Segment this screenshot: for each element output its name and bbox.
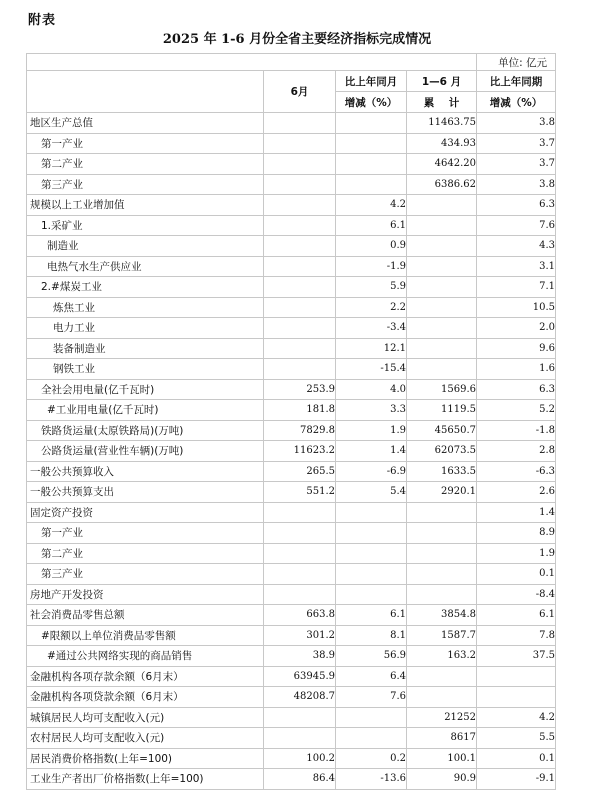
ytd-yoy-change: 2.0 [477, 318, 556, 339]
ytd-value [407, 338, 477, 359]
ytd-value: 6386.62 [407, 174, 477, 195]
month-yoy-change: 2.2 [336, 297, 407, 318]
month-value [264, 195, 336, 216]
table-row [27, 113, 556, 134]
indicator-name: 第三产业 [27, 564, 264, 585]
table-row [27, 523, 556, 544]
month-value [264, 236, 336, 257]
ytd-yoy-change: 3.7 [477, 133, 556, 154]
indicator-name: 金融机构各项贷款余额（6月末） [27, 687, 264, 708]
table-row [27, 543, 556, 564]
ytd-value: 434.93 [407, 133, 477, 154]
table-row [27, 236, 556, 257]
month-yoy-change [336, 133, 407, 154]
table-row [27, 707, 556, 728]
ytd-yoy-change: 3.8 [477, 174, 556, 195]
month-yoy-change: 1.4 [336, 441, 407, 462]
table-row [27, 605, 556, 626]
month-yoy-change: 5.4 [336, 482, 407, 503]
indicator-name: 第二产业 [27, 154, 264, 175]
ytd-value [407, 256, 477, 277]
month-value [264, 523, 336, 544]
table-row [27, 174, 556, 195]
indicator-name: #工业用电量(亿千瓦时) [27, 400, 264, 421]
indicator-name: 全社会用电量(亿千瓦时) [27, 379, 264, 400]
ytd-yoy-change: 6.3 [477, 195, 556, 216]
month-yoy-change [336, 707, 407, 728]
ytd-value: 1569.6 [407, 379, 477, 400]
month-value [264, 359, 336, 380]
ytd-yoy-change: 3.7 [477, 154, 556, 175]
table-row [27, 338, 556, 359]
month-yoy-change: -1.9 [336, 256, 407, 277]
ytd-yoy-change: 9.6 [477, 338, 556, 359]
ytd-yoy-change: 2.6 [477, 482, 556, 503]
header-ytd-line1: 1—6 月 [407, 71, 477, 92]
indicator-name: #限额以上单位消费品零售额 [27, 625, 264, 646]
month-yoy-change: 56.9 [336, 646, 407, 667]
ytd-value: 1633.5 [407, 461, 477, 482]
ytd-yoy-change: 7.1 [477, 277, 556, 298]
indicator-name: 第一产业 [27, 133, 264, 154]
month-value [264, 113, 336, 134]
table-row [27, 461, 556, 482]
indicator-name: 炼焦工业 [27, 297, 264, 318]
month-yoy-change: 1.9 [336, 420, 407, 441]
month-value: 181.8 [264, 400, 336, 421]
month-yoy-change [336, 543, 407, 564]
header-month: 6月 [264, 71, 336, 113]
month-yoy-change: 12.1 [336, 338, 407, 359]
month-value: 86.4 [264, 769, 336, 790]
indicator-name: 钢铁工业 [27, 359, 264, 380]
ytd-value [407, 687, 477, 708]
table-row [27, 666, 556, 687]
ytd-yoy-change: 10.5 [477, 297, 556, 318]
month-value: 63945.9 [264, 666, 336, 687]
ytd-value: 163.2 [407, 646, 477, 667]
ytd-value: 21252 [407, 707, 477, 728]
month-value [264, 707, 336, 728]
table-row [27, 584, 556, 605]
ytd-yoy-change: 5.2 [477, 400, 556, 421]
indicator-name: 规模以上工业增加值 [27, 195, 264, 216]
month-yoy-change: 7.6 [336, 687, 407, 708]
month-value [264, 133, 336, 154]
header-row-1 [27, 71, 556, 92]
ytd-value [407, 297, 477, 318]
ytd-value: 90.9 [407, 769, 477, 790]
ytd-value: 62073.5 [407, 441, 477, 462]
month-yoy-change: 0.2 [336, 748, 407, 769]
month-value [264, 318, 336, 339]
month-value: 253.9 [264, 379, 336, 400]
month-value [264, 543, 336, 564]
table-row [27, 379, 556, 400]
ytd-yoy-change: 37.5 [477, 646, 556, 667]
header-ytd-line2: 累 计 [407, 92, 477, 113]
indicator-name: 房地产开发投资 [27, 584, 264, 605]
ytd-yoy-change: 0.1 [477, 564, 556, 585]
ytd-value: 1587.7 [407, 625, 477, 646]
month-yoy-change: 4.2 [336, 195, 407, 216]
ytd-yoy-change: 7.6 [477, 215, 556, 236]
ytd-yoy-change: 6.3 [477, 379, 556, 400]
month-value: 551.2 [264, 482, 336, 503]
month-yoy-change: 6.1 [336, 215, 407, 236]
indicator-name: 金融机构各项存款余额（6月末） [27, 666, 264, 687]
ytd-value: 11463.75 [407, 113, 477, 134]
month-value: 7829.8 [264, 420, 336, 441]
indicator-name: 居民消费价格指数(上年=100) [27, 748, 264, 769]
ytd-yoy-change: 3.8 [477, 113, 556, 134]
ytd-yoy-change: 4.2 [477, 707, 556, 728]
indicator-name: 城镇居民人均可支配收入(元) [27, 707, 264, 728]
ytd-value [407, 195, 477, 216]
indicator-table [26, 53, 556, 790]
ytd-yoy-change: -8.4 [477, 584, 556, 605]
month-value [264, 277, 336, 298]
month-yoy-change [336, 174, 407, 195]
header-yoy-period-line2: 增减（%） [477, 92, 556, 113]
month-value [264, 728, 336, 749]
month-value [264, 256, 336, 277]
header-yoy-month-line2: 增减（%） [336, 92, 407, 113]
month-value [264, 502, 336, 523]
month-yoy-change [336, 584, 407, 605]
table-row [27, 769, 556, 790]
ytd-yoy-change: 6.1 [477, 605, 556, 626]
ytd-value [407, 584, 477, 605]
table-row [27, 646, 556, 667]
table-row [27, 441, 556, 462]
table-row [27, 256, 556, 277]
indicator-name: 农村居民人均可支配收入(元) [27, 728, 264, 749]
month-yoy-change: 6.1 [336, 605, 407, 626]
ytd-yoy-change: 4.3 [477, 236, 556, 257]
month-yoy-change [336, 154, 407, 175]
ytd-value [407, 502, 477, 523]
table-row [27, 359, 556, 380]
ytd-yoy-change [477, 687, 556, 708]
ytd-value: 45650.7 [407, 420, 477, 441]
ytd-value: 8617 [407, 728, 477, 749]
month-value [264, 174, 336, 195]
month-yoy-change [336, 728, 407, 749]
month-yoy-change [336, 502, 407, 523]
table-row [27, 318, 556, 339]
month-yoy-change: 5.9 [336, 277, 407, 298]
ytd-value [407, 215, 477, 236]
ytd-value [407, 564, 477, 585]
ytd-yoy-change: 1.4 [477, 502, 556, 523]
indicator-name: 1.采矿业 [27, 215, 264, 236]
ytd-yoy-change: 8.9 [477, 523, 556, 544]
ytd-yoy-change: 2.8 [477, 441, 556, 462]
ytd-yoy-change: 5.5 [477, 728, 556, 749]
ytd-value: 2920.1 [407, 482, 477, 503]
ytd-value: 3854.8 [407, 605, 477, 626]
ytd-value [407, 543, 477, 564]
indicator-name: 铁路货运量(太原铁路局)(万吨) [27, 420, 264, 441]
month-yoy-change: 8.1 [336, 625, 407, 646]
header-indicator-cell [27, 71, 264, 113]
table-row [27, 297, 556, 318]
indicator-name: 电力工业 [27, 318, 264, 339]
month-yoy-change: 4.0 [336, 379, 407, 400]
month-value [264, 154, 336, 175]
table-row [27, 195, 556, 216]
ytd-yoy-change: -6.3 [477, 461, 556, 482]
table-row [27, 482, 556, 503]
table-row [27, 420, 556, 441]
month-value [264, 338, 336, 359]
indicator-name: 社会消费品零售总额 [27, 605, 264, 626]
ytd-value [407, 666, 477, 687]
table-row [27, 133, 556, 154]
month-yoy-change: -3.4 [336, 318, 407, 339]
month-yoy-change: 0.9 [336, 236, 407, 257]
ytd-yoy-change: -9.1 [477, 769, 556, 790]
indicator-name: 第一产业 [27, 523, 264, 544]
table-row [27, 277, 556, 298]
month-value [264, 584, 336, 605]
ytd-yoy-change [477, 666, 556, 687]
unit-label: 单位: 亿元 [477, 54, 556, 71]
indicator-name: 2.#煤炭工业 [27, 277, 264, 298]
month-yoy-change: -6.9 [336, 461, 407, 482]
month-value: 38.9 [264, 646, 336, 667]
ytd-yoy-change: 3.1 [477, 256, 556, 277]
month-value [264, 297, 336, 318]
indicator-name: 公路货运量(营业性车辆)(万吨) [27, 441, 264, 462]
table-row [27, 502, 556, 523]
header-yoy-period-line1: 比上年同期 [477, 71, 556, 92]
header-yoy-month-line1: 比上年同月 [336, 71, 407, 92]
ytd-value: 4642.20 [407, 154, 477, 175]
indicator-name: 固定资产投资 [27, 502, 264, 523]
month-yoy-change: -13.6 [336, 769, 407, 790]
month-value: 301.2 [264, 625, 336, 646]
indicator-name: #通过公共网络实现的商品销售 [27, 646, 264, 667]
ytd-yoy-change: 1.9 [477, 543, 556, 564]
indicator-name: 一般公共预算收入 [27, 461, 264, 482]
table-row [27, 154, 556, 175]
table-row [27, 728, 556, 749]
indicator-name: 制造业 [27, 236, 264, 257]
ytd-yoy-change: 0.1 [477, 748, 556, 769]
month-yoy-change [336, 113, 407, 134]
month-value [264, 215, 336, 236]
ytd-value: 1119.5 [407, 400, 477, 421]
ytd-yoy-change: 7.8 [477, 625, 556, 646]
table-row [27, 687, 556, 708]
page-title: 2025 年 1-6 月份全省主要经济指标完成情况 [162, 32, 432, 47]
ytd-value [407, 277, 477, 298]
ytd-yoy-change: -1.8 [477, 420, 556, 441]
month-yoy-change [336, 564, 407, 585]
ytd-value: 100.1 [407, 748, 477, 769]
appendix-label: 附表 [28, 13, 57, 28]
month-value: 265.5 [264, 461, 336, 482]
indicator-name: 第三产业 [27, 174, 264, 195]
month-value [264, 564, 336, 585]
indicator-name: 第二产业 [27, 543, 264, 564]
ytd-value [407, 318, 477, 339]
month-value: 11623.2 [264, 441, 336, 462]
ytd-yoy-change: 1.6 [477, 359, 556, 380]
unit-row [27, 54, 556, 71]
month-value: 100.2 [264, 748, 336, 769]
table-row [27, 400, 556, 421]
table-row [27, 564, 556, 585]
indicator-name: 一般公共预算支出 [27, 482, 264, 503]
indicator-name: 装备制造业 [27, 338, 264, 359]
month-yoy-change: -15.4 [336, 359, 407, 380]
ytd-value [407, 523, 477, 544]
ytd-value [407, 236, 477, 257]
table-row [27, 625, 556, 646]
month-yoy-change [336, 523, 407, 544]
indicator-name: 工业生产者出厂价格指数(上年=100) [27, 769, 264, 790]
table-row [27, 215, 556, 236]
month-yoy-change: 3.3 [336, 400, 407, 421]
month-value: 48208.7 [264, 687, 336, 708]
indicator-name: 电热气水生产供应业 [27, 256, 264, 277]
indicator-name: 地区生产总值 [27, 113, 264, 134]
month-value: 663.8 [264, 605, 336, 626]
ytd-value [407, 359, 477, 380]
month-yoy-change: 6.4 [336, 666, 407, 687]
table-row [27, 748, 556, 769]
